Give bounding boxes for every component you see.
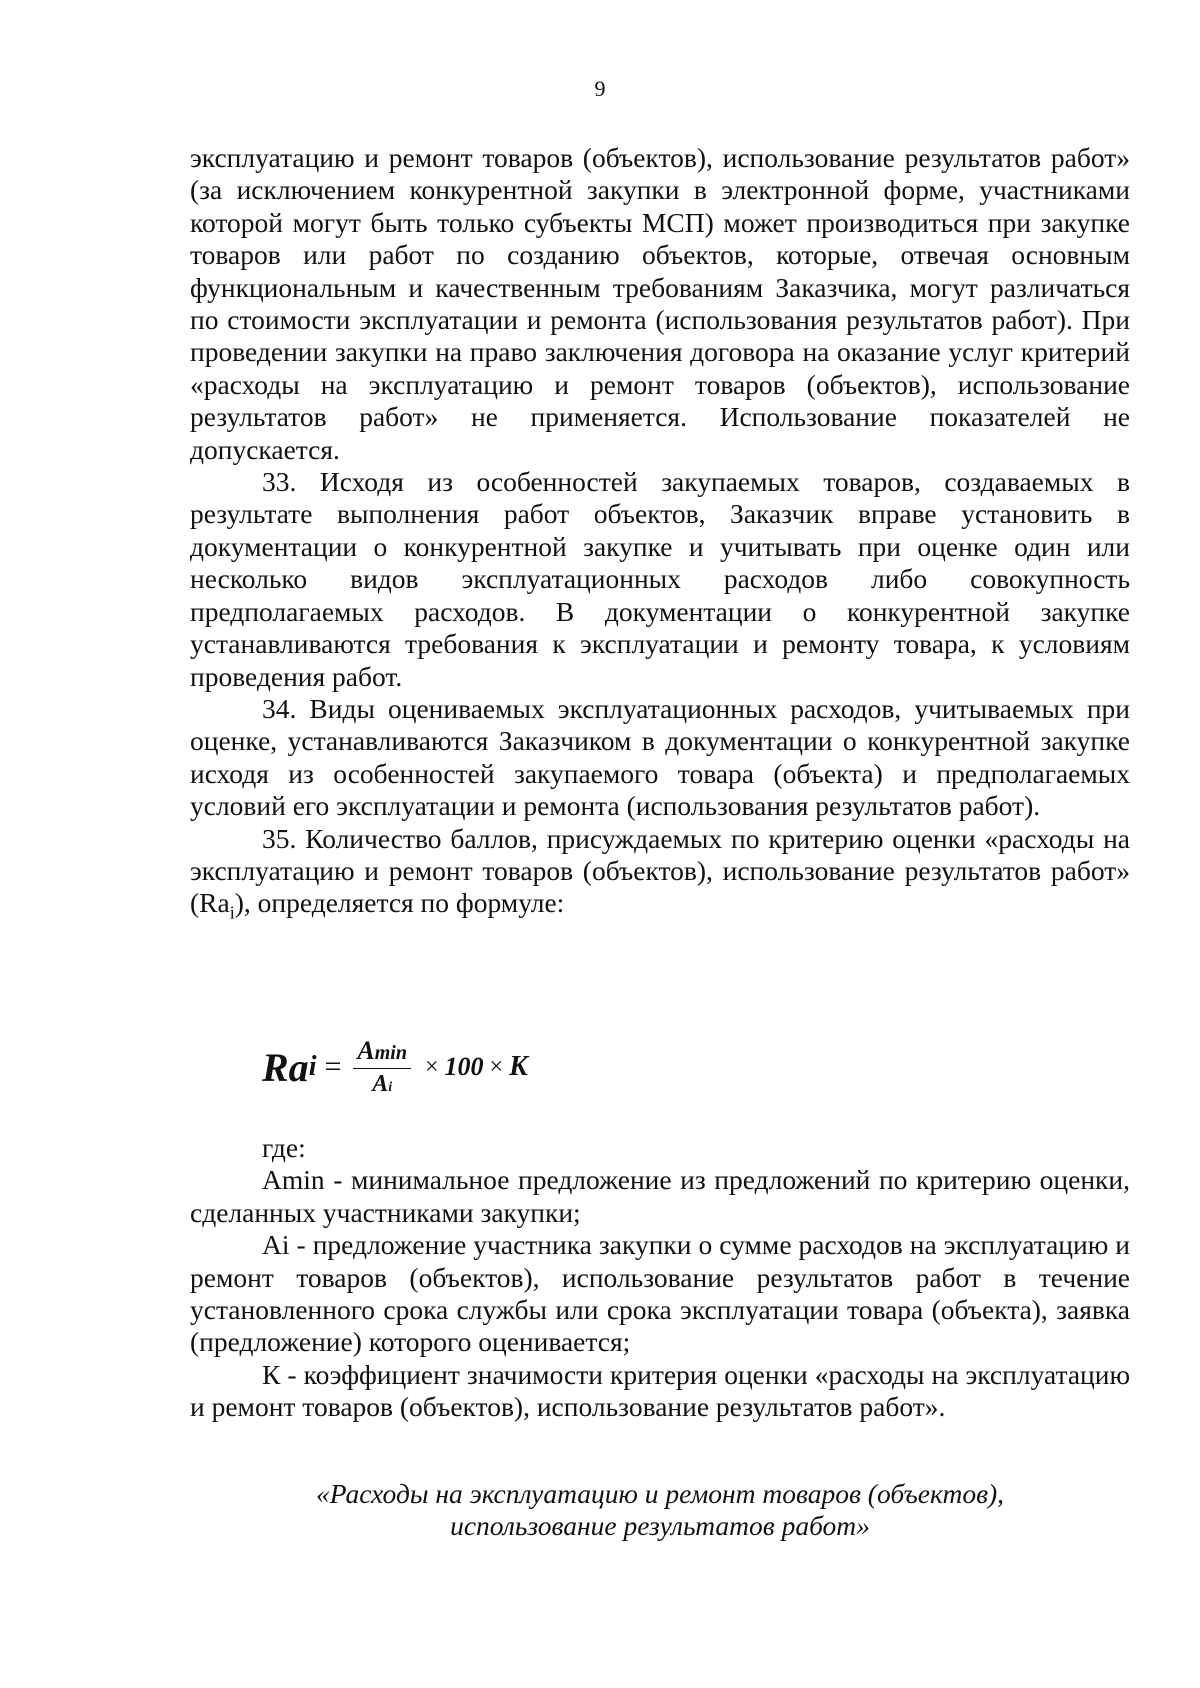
paragraph-34: 34. Виды оцениваемых эксплуатационных расходов, учитываемых при оценке, устанавливаются Заказчиком в документации о конкурентной закупке исходя из особенностей закупаемого товара (объекта) и предполагаемых условий его эксплуатации и ремонта (использования результатов работ). — [190, 692, 1130, 822]
formula-lhs: Ra — [262, 1044, 309, 1090]
numerator-subscript: min — [374, 1042, 407, 1064]
formula-times-1: × — [424, 1053, 439, 1080]
formula-fraction — [353, 1036, 411, 1098]
formula-coefficient: K — [509, 1051, 528, 1082]
legend-ai: Ai - предложение участника закупки о сумме расходов на эксплуатацию и ремонт товаров (объектов), использование результатов работ в течение установленного срока службы или срока эксплуатации товара (объекта), заявка (предложение) которого оценивается; — [190, 1229, 1130, 1358]
formula-lhs-subscript: i — [308, 1051, 317, 1082]
section-title — [190, 1478, 1130, 1542]
formula-times-2: × — [489, 1053, 504, 1080]
denominator-symbol: A — [372, 1071, 389, 1097]
paragraph-35-text: 35. Количество баллов, присуждаемых по критерию оценки «расходы на эксплуатацию и ремонт товаров (объектов), использование результатов работ» (Ra — [190, 822, 1130, 919]
page-number: 9 — [594, 76, 606, 101]
legend-where: где: — [262, 1132, 306, 1163]
paragraph-35-subscript: i — [229, 902, 235, 923]
paragraph-continued: эксплуатацию и ремонт товаров (объектов), использование результатов работ» (за исключением конкурентной закупки в электронной форме, участниками которой могут быть только субъекты МСП) может производиться при закупке товаров или работ по созданию объектов, которые, отвечая основным функциональным и качественным требованиям Заказчика, могут различаться по стоимости эксплуатации и ремонта (использования результатов работ). При проведении закупки на право заключения договора на оказание услуг критерий «расходы на эксплуатацию и ремонт товаров (объектов), использование результатов работ» не применяется. Использование показателей не допускается. — [190, 142, 1130, 465]
legend-amin: Amin - минимальное предложение из предложений по критерию оценки, сделанных участниками закупки; — [190, 1164, 1130, 1228]
formula-numerator — [353, 1036, 411, 1069]
formula-legend — [190, 1132, 1130, 1424]
numerator-symbol: A — [357, 1036, 375, 1065]
paragraph-35-text-end: ), определяется по формуле: — [234, 887, 565, 919]
section-title-line-2: использование результатов работ» — [450, 1510, 870, 1541]
paragraph-33: 33. Исходя из особенностей закупаемых товаров, создаваемых в результате выполнения работ объектов, Заказчик вправе установить в документации о конкурентной закупке и учитывать при оценке один или несколько видов эксплуатационных расходов либо совокупность предполагаемых расходов. В документации о конкурентной закупке устанавливаются требования к эксплуатации и ремонту товара, к условиям проведения работ. — [190, 466, 1130, 692]
body-text — [190, 142, 1130, 929]
formula-denominator — [372, 1069, 392, 1098]
paragraph-35 — [190, 823, 1130, 930]
formula-multiplier: 100 — [444, 1052, 484, 1081]
formula-equals: = — [324, 1050, 342, 1083]
legend-k: К - коэффициент значимости критерия оценки «расходы на эксплуатацию и ремонт товаров (объектов), использование результатов работ». — [190, 1358, 1130, 1423]
section-title-line-1: «Расходы на эксплуатацию и ремонт товаров (объектов), — [315, 1478, 1005, 1509]
scoring-formula — [262, 1022, 528, 1112]
denominator-subscript: i — [388, 1080, 393, 1095]
